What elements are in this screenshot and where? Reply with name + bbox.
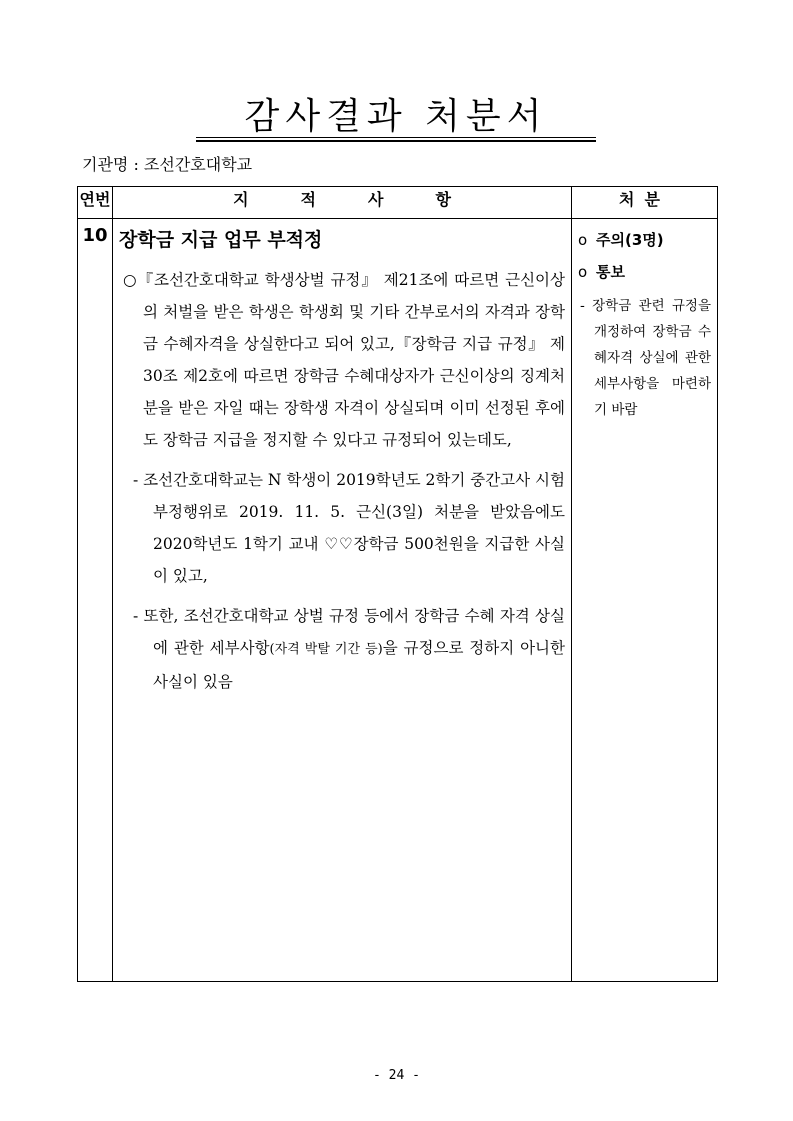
findings-cell xyxy=(113,219,572,982)
action-item-caution xyxy=(578,225,717,255)
document-title-wrap xyxy=(196,93,596,141)
document-title: 감사결과 처분서 xyxy=(244,96,548,137)
action-label: 통보 xyxy=(596,263,625,281)
action-bullet: o xyxy=(578,231,588,249)
action-bullet: o xyxy=(578,263,588,281)
audit-result-table xyxy=(77,186,718,982)
table-row xyxy=(78,219,718,982)
finding-paragraph-2: - 조선간호대학교는 N 학생이 2019학년도 2학기 중간고사 시험 부정행위로 2019. 11. 5. 근신(3일) 처분을 받았음에도 2020학년도 1학기 교내 ♡♡장학금 500천원을 지급한 사실이 있고, xyxy=(133,471,566,585)
title-underline xyxy=(196,137,596,138)
header-findings: 지적사항 xyxy=(113,187,572,219)
page-number: - 24 - xyxy=(373,1068,420,1083)
header-no: 연번 xyxy=(78,187,113,219)
action-cell xyxy=(572,219,718,982)
finding-paragraph-1: ○『조선간호대학교 학생상벌 규정』 제21조에 따르면 근신이상의 처벌을 받은 학생은 학생회 및 기타 간부로서의 자격과 장학금 수혜자격을 상실한다고 되어 있고,『장학금 지급 규정』 제30조 제2호에 따르면 장학금 수혜대상자가 근신이상의 징계처분을 받은 자일 때는 장학생 자격이 상실되며 이미 선정된 후에도 장학금 지급을 정지할 수 있다고 규정되어 있는데도, xyxy=(123,271,565,449)
header-action: 처분 xyxy=(572,187,718,219)
finding-paragraph-3-note: (자격 박탈 기간 등) xyxy=(269,642,383,657)
title-underline-thick xyxy=(196,140,596,142)
action-item-notice xyxy=(578,257,717,287)
finding-paragraph-3 xyxy=(133,600,565,698)
finding-topic: 장학금 지급 업무 부적정 xyxy=(119,229,323,251)
action-detail: - 장학금 관련 규정을 개정하여 장학금 수혜자격 상실에 관한 세부사항을 마련하기 바람 xyxy=(580,298,711,418)
finding-paragraph-3-tail: 을 규정으로 정하지 아니한 사실이 있음 xyxy=(153,639,565,691)
agency-label: 기관명 : 조선간호대학교 xyxy=(82,155,253,174)
finding-paragraph-3-main: - 또한, 조선간호대학교 상벌 규정 등에서 장학금 수혜 자격 상실에 관한 세부사항 xyxy=(133,607,565,657)
action-label: 주의(3명) xyxy=(596,231,664,249)
table-header-row xyxy=(78,187,718,219)
row-number: 10 xyxy=(78,219,113,982)
